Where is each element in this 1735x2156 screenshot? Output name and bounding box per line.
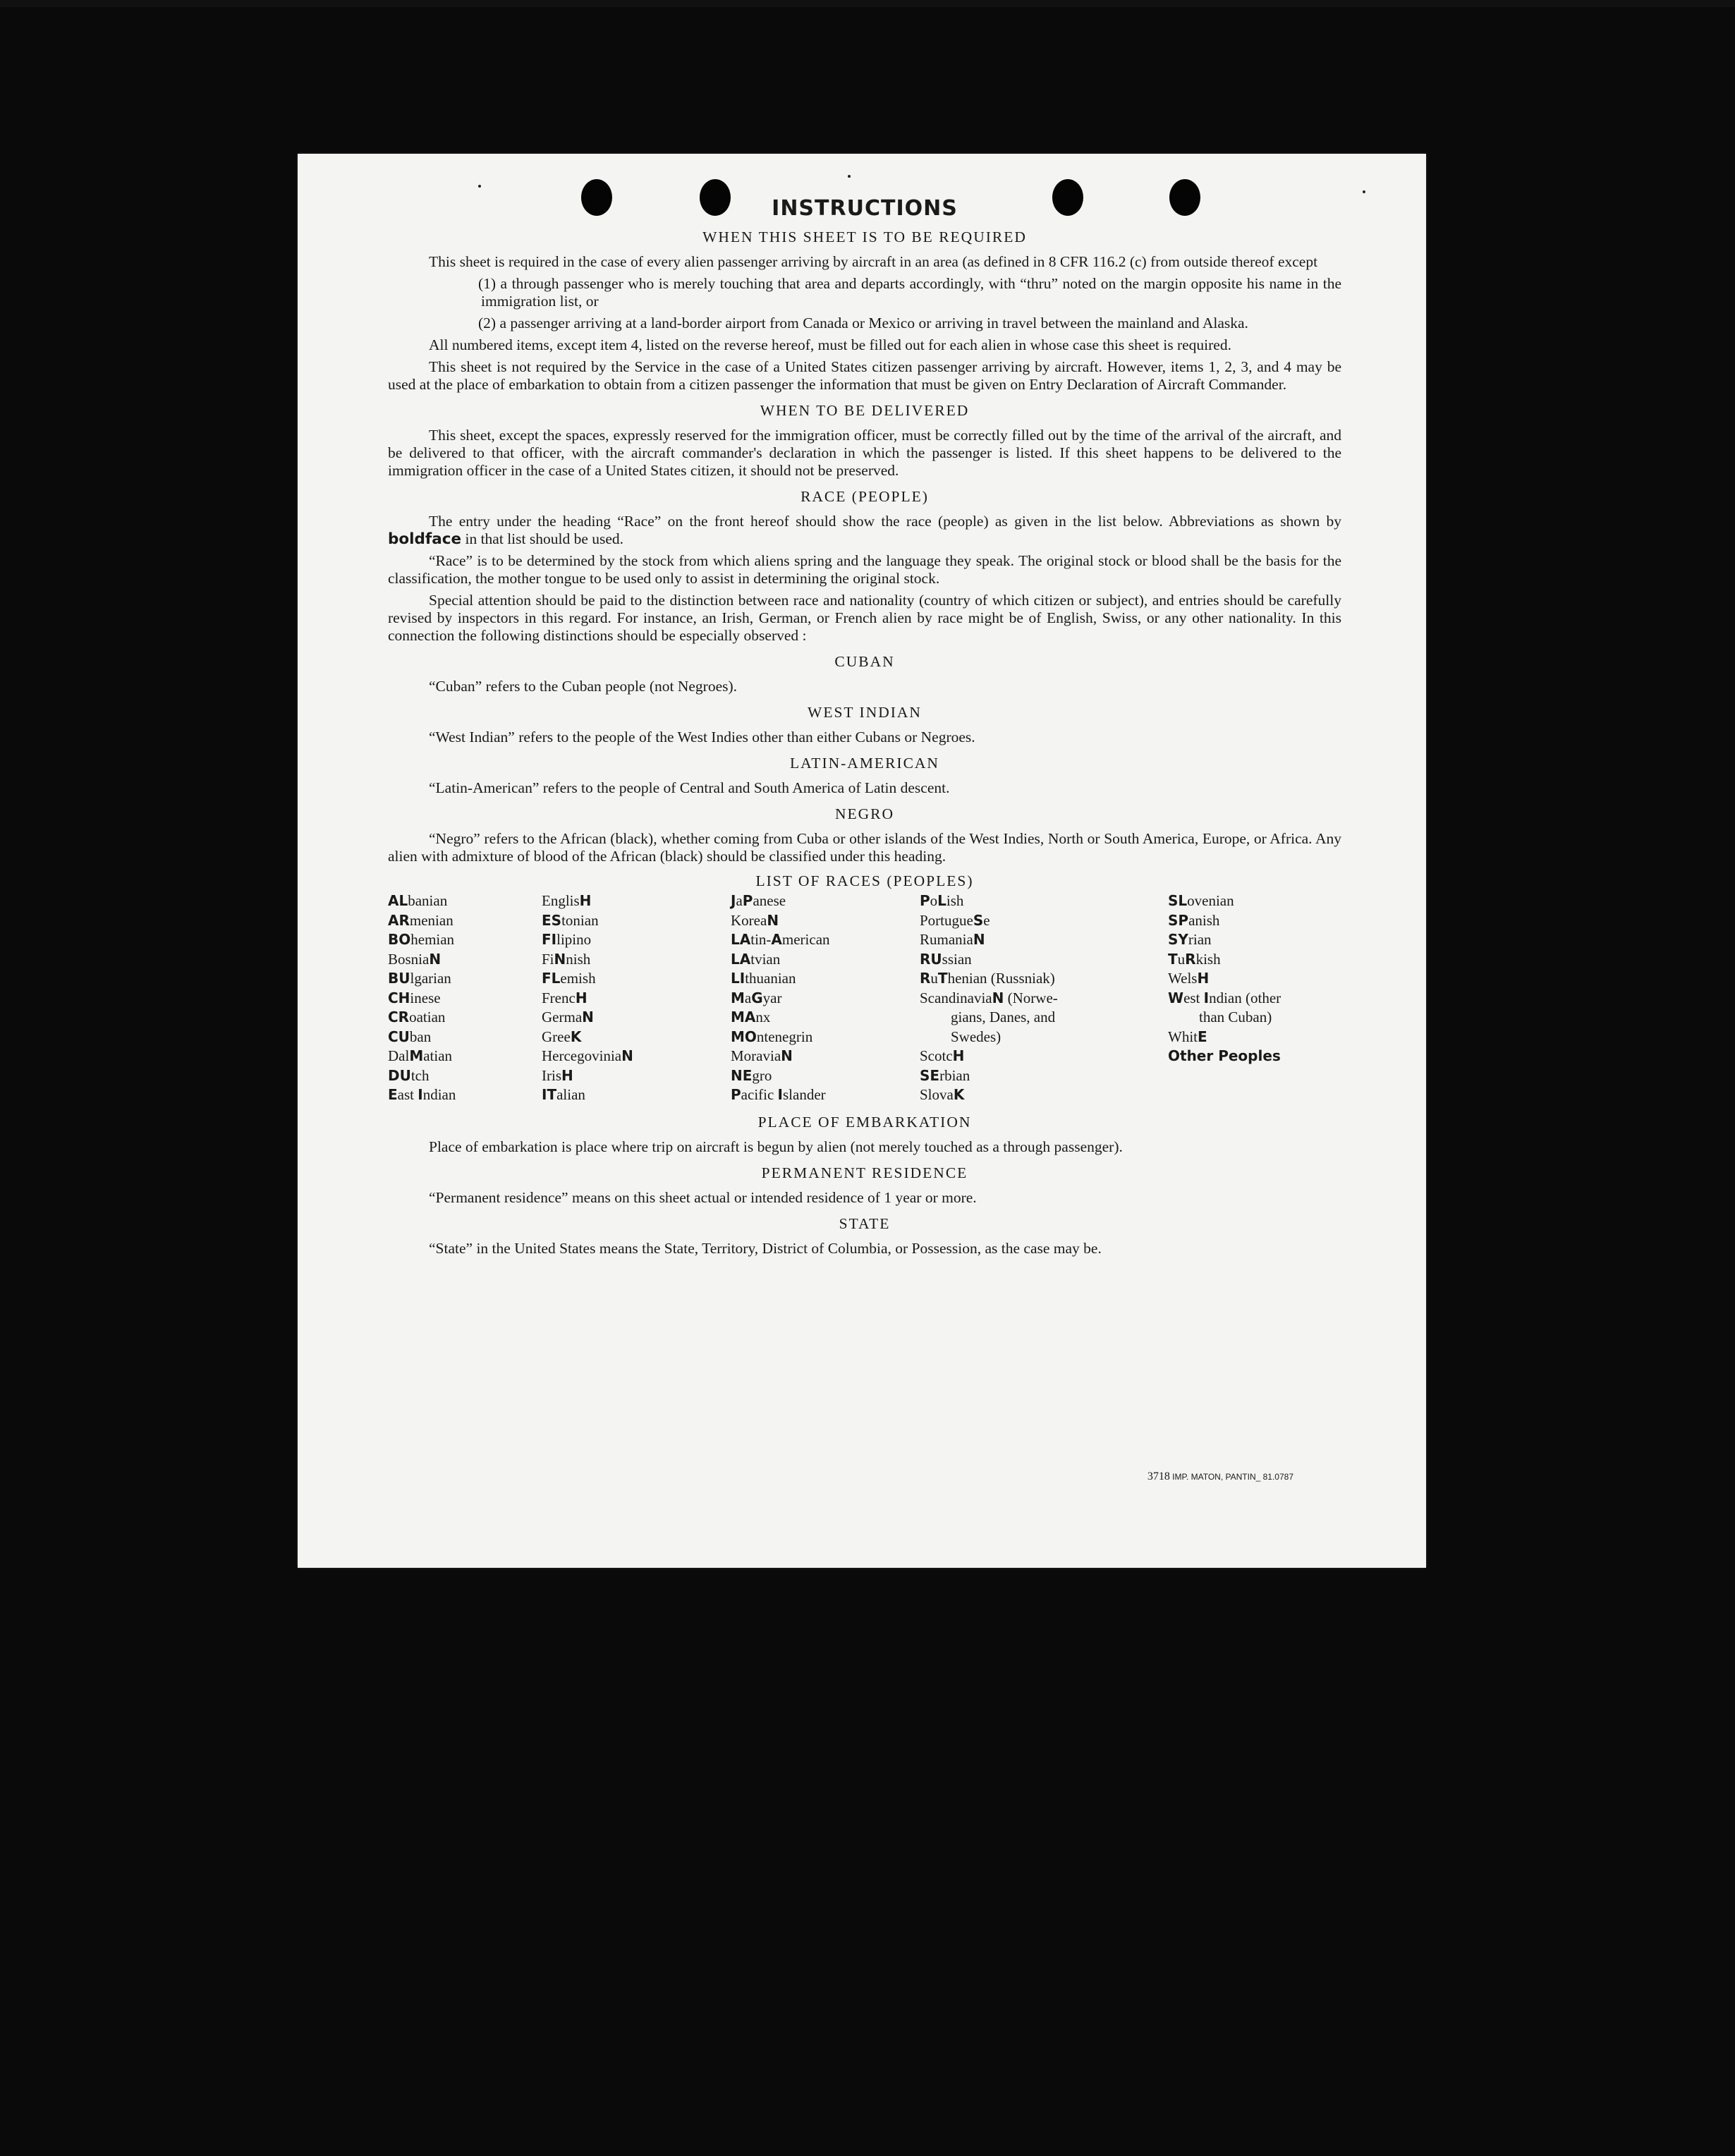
race-text: banian xyxy=(408,892,448,909)
paragraph: Place of embarkation is place where trip on aircraft is begun by alien (not merely touched as a through passenger). xyxy=(429,1138,1123,1155)
race-text: a xyxy=(744,989,752,1006)
race-entry xyxy=(388,911,542,931)
race-abbreviation: SP xyxy=(1168,911,1189,929)
section-heading: LATIN-AMERICAN xyxy=(790,755,939,772)
section-heading: PLACE OF EMBARKATION xyxy=(757,1113,972,1131)
races-column xyxy=(542,891,731,1105)
paragraph: “West Indian” refers to the people of the West Indies other than either Cubans or Negroes. xyxy=(429,729,975,745)
race-abbreviation: E xyxy=(388,1086,398,1103)
section-heading: LIST OF RACES (PEOPLES) xyxy=(755,872,974,889)
race-abbreviation: MA xyxy=(731,1009,756,1025)
race-entry xyxy=(920,911,1168,931)
race-entry xyxy=(920,969,1168,989)
race-text: alian xyxy=(556,1086,585,1103)
paragraph: “Negro” refers to the African (black), whether coming from Cuba or other islands of the West Indies, North or South America, Europe, or Africa. Any alien with admixture of blood of the African (black) should be classified under this heading. xyxy=(388,830,1341,865)
race-text: lgarian xyxy=(410,970,451,987)
race-abbreviation: W xyxy=(1168,989,1184,1006)
race-abbreviation: MO xyxy=(731,1028,757,1045)
section-heading: WHEN TO BE DELIVERED xyxy=(760,402,970,419)
race-text: tvian xyxy=(750,950,781,968)
race-abbreviation: FL xyxy=(542,970,561,987)
paragraph: “Permanent residence” means on this sheet actual or intended residence of 1 year or more. xyxy=(429,1188,977,1206)
race-text: Korea xyxy=(731,911,767,929)
race-text: Whit xyxy=(1168,1028,1198,1045)
paragraph xyxy=(388,513,1341,548)
race-entry xyxy=(542,989,731,1009)
race-entry xyxy=(542,891,731,911)
race-abbreviation: M xyxy=(409,1047,424,1064)
race-text: than Cuban) xyxy=(1199,1009,1272,1025)
race-text: menian xyxy=(409,911,453,929)
race-text: u xyxy=(1177,950,1186,968)
race-abbreviation: N xyxy=(767,911,779,929)
race-text: emish xyxy=(560,970,596,987)
race-text: nx xyxy=(755,1009,771,1025)
race-abbreviation: N xyxy=(582,1009,594,1025)
paragraph: This sheet, except the spaces, expressly reserved for the immigration officer, must be correctly filled out by the time of the arrival of the aircraft, and be delivered to that officer, with the aircraft commander's declaration in which the passenger is listed. If this sheet happens to be delivered to the immigration officer in the case of a United States citizen, it should not be preserved. xyxy=(388,427,1341,479)
race-abbreviation: Other Peoples xyxy=(1168,1047,1281,1064)
race-abbreviation: P xyxy=(920,892,930,909)
race-text: merican xyxy=(781,931,830,948)
race-text: gians, Danes, and xyxy=(951,1009,1056,1025)
race-abbreviation: K xyxy=(953,1086,965,1103)
paragraph-text: in that list should be used. xyxy=(465,530,624,547)
race-abbreviation: N xyxy=(429,950,442,968)
race-entry xyxy=(920,1028,1168,1047)
race-entry xyxy=(920,950,1168,970)
race-text: ndian xyxy=(422,1086,456,1103)
race-abbreviation: ES xyxy=(542,911,562,929)
exception-item: (1) a through passenger who is merely touching that area and departs accordingly, with “thru” noted on the margin opposite his name in the immigration list, or xyxy=(478,275,1341,310)
race-entry xyxy=(731,1047,920,1066)
race-text: hemian xyxy=(410,931,455,948)
race-abbreviation: P xyxy=(742,892,753,909)
race-abbreviation: R xyxy=(920,970,931,987)
race-entry xyxy=(920,930,1168,950)
race-entry xyxy=(920,1008,1168,1028)
race-text: kish xyxy=(1195,950,1221,968)
race-abbreviation: RU xyxy=(920,950,942,968)
race-text: Hercegovinia xyxy=(542,1047,622,1064)
race-entry xyxy=(388,1066,542,1086)
race-text: ndian (other xyxy=(1209,989,1282,1006)
race-text: ntenegrin xyxy=(756,1028,813,1045)
race-abbreviation: SE xyxy=(920,1066,940,1084)
race-entry xyxy=(1168,969,1341,989)
race-abbreviation: N xyxy=(781,1047,793,1064)
race-abbreviation: LA xyxy=(731,950,751,968)
race-text: tonian xyxy=(561,911,599,929)
race-text: nish xyxy=(566,950,591,968)
race-entry xyxy=(920,891,1168,911)
race-entry xyxy=(731,1066,920,1086)
race-text: henian (Russniak) xyxy=(947,970,1055,987)
race-entry xyxy=(542,950,731,970)
race-abbreviation: P xyxy=(731,1086,741,1103)
race-entry xyxy=(388,1085,542,1105)
race-text: slander xyxy=(783,1086,826,1103)
race-entry xyxy=(1168,891,1341,911)
race-text: Slova xyxy=(920,1086,954,1103)
document-sheet xyxy=(298,154,1426,1568)
race-entry xyxy=(731,989,920,1009)
race-text: Moravia xyxy=(731,1047,781,1064)
race-entry xyxy=(542,1047,731,1066)
race-abbreviation: DU xyxy=(388,1066,411,1084)
race-entry xyxy=(920,1085,1168,1105)
race-entry xyxy=(388,930,542,950)
race-abbreviation: CR xyxy=(388,1009,410,1025)
race-abbreviation: H xyxy=(575,989,588,1006)
race-text: est xyxy=(1183,989,1204,1006)
race-entry xyxy=(1168,930,1341,950)
paragraph: “Race” is to be determined by the stock from which aliens spring and the language they speak. The original stock or blood shall be the basis for the classification, the mother tongue to be used only to assist in determining the original stock. xyxy=(388,552,1341,587)
race-abbreviation: I xyxy=(418,1086,423,1103)
race-abbreviation: S xyxy=(973,911,984,929)
race-text: rbian xyxy=(939,1066,970,1084)
race-abbreviation: J xyxy=(731,892,736,909)
paragraph-text: The entry under the heading “Race” on the front hereof should show the race (people) as given in the list below. Abbreviations as shown by xyxy=(429,513,1341,530)
races-list xyxy=(388,891,1341,1105)
speck xyxy=(478,185,481,188)
race-text: inese xyxy=(410,989,441,1006)
race-text: tin- xyxy=(750,931,772,948)
race-text: ban xyxy=(409,1028,432,1045)
races-column xyxy=(1168,891,1341,1105)
races-column xyxy=(731,891,920,1105)
boldface-word: boldface xyxy=(388,530,462,548)
race-entry xyxy=(920,989,1168,1009)
race-text: thuanian xyxy=(745,970,796,987)
race-text: rian xyxy=(1188,931,1212,948)
race-text: Englis xyxy=(542,892,580,909)
race-text: anish xyxy=(1188,911,1220,929)
race-abbreviation: E xyxy=(1198,1028,1207,1045)
paragraph: “Latin-American” refers to the people of Central and South America of Latin descent. xyxy=(429,779,950,796)
race-abbreviation: I xyxy=(777,1086,783,1103)
race-text: Germa xyxy=(542,1009,583,1025)
race-abbreviation: AL xyxy=(388,892,408,909)
race-entry xyxy=(920,1047,1168,1066)
race-abbreviation: A xyxy=(771,931,782,948)
race-entry xyxy=(388,989,542,1009)
film-edge xyxy=(0,0,1735,7)
race-abbreviation: FI xyxy=(542,931,557,948)
race-text: ast xyxy=(397,1086,418,1103)
race-abbreviation: BU xyxy=(388,970,410,987)
race-text: ovenian xyxy=(1187,892,1234,909)
exception-item: (2) a passenger arriving at a land-border airport from Canada or Mexico or arriving in travel between the mainland and Alaska. xyxy=(478,315,1248,331)
race-entry xyxy=(1168,1028,1341,1047)
race-abbreviation: SY xyxy=(1168,931,1188,948)
race-abbreviation: CU xyxy=(388,1028,410,1045)
paragraph: This sheet is not required by the Service in the case of a United States citizen passenger arriving by aircraft. However, items 1, 2, 3, and 4 may be used at the place of embarkation to obtain from a citizen passenger the information that must be given on Entry Declaration of Aircraft Commander. xyxy=(388,358,1341,393)
paragraph: All numbered items, except item 4, listed on the reverse hereof, must be filled out for each alien in whose case this sheet is required. xyxy=(429,336,1231,353)
race-text: o xyxy=(930,892,938,909)
race-entry xyxy=(731,1085,920,1105)
form-number: 3718 xyxy=(1147,1470,1170,1482)
race-abbreviation: N xyxy=(992,989,1004,1006)
race-text: Wels xyxy=(1168,970,1198,987)
form-code xyxy=(1147,1470,1293,1483)
race-entry xyxy=(731,950,920,970)
race-entry xyxy=(731,911,920,931)
race-text: Portugue xyxy=(920,911,973,929)
race-abbreviation: I xyxy=(1203,989,1210,1006)
race-entry xyxy=(731,969,920,989)
race-text: Fi xyxy=(542,950,554,968)
paragraph: “Cuban” refers to the Cuban people (not Negroes). xyxy=(429,678,738,695)
race-text: oatian xyxy=(409,1009,446,1025)
race-entry xyxy=(388,969,542,989)
page-title: INSTRUCTIONS xyxy=(772,196,958,221)
section-heading: WHEN THIS SHEET IS TO BE REQUIRED xyxy=(702,229,1027,245)
race-text: Scotc xyxy=(920,1047,953,1064)
race-text: e xyxy=(983,911,990,929)
race-abbreviation: CH xyxy=(388,989,410,1006)
race-text: Gree xyxy=(542,1028,571,1045)
race-entry xyxy=(388,1008,542,1028)
race-text: Dal xyxy=(388,1047,410,1064)
race-entry xyxy=(542,1028,731,1047)
race-entry xyxy=(920,1066,1168,1086)
race-entry xyxy=(388,1047,542,1066)
race-entry xyxy=(542,911,731,931)
race-abbreviation: BO xyxy=(388,931,411,948)
section-heading: WEST INDIAN xyxy=(808,704,922,721)
race-text: tch xyxy=(410,1066,430,1084)
race-abbreviation: N xyxy=(554,950,566,968)
race-abbreviation: H xyxy=(579,892,592,909)
race-entry xyxy=(542,1008,731,1028)
race-abbreviation: K xyxy=(570,1028,582,1045)
speck xyxy=(1363,190,1365,193)
race-text: ish xyxy=(946,892,964,909)
race-text: anese xyxy=(753,892,786,909)
section-heading: NEGRO xyxy=(834,805,895,822)
race-entry xyxy=(542,930,731,950)
race-text: yar xyxy=(762,989,782,1006)
race-abbreviation: N xyxy=(973,931,985,948)
race-abbreviation: IT xyxy=(542,1086,557,1103)
race-text: Bosnia xyxy=(388,950,430,968)
race-entry xyxy=(542,969,731,989)
race-abbreviation: M xyxy=(731,989,745,1006)
race-text: acific xyxy=(741,1086,778,1103)
race-abbreviation: T xyxy=(1168,950,1178,968)
race-entry xyxy=(388,1028,542,1047)
race-abbreviation: N xyxy=(621,1047,633,1064)
race-abbreviation: H xyxy=(561,1066,573,1084)
race-abbreviation: R xyxy=(1185,950,1196,968)
race-text: a xyxy=(736,892,743,909)
paragraph: This sheet is required in the case of every alien passenger arriving by aircraft in an area (as defined in 8 CFR 116.2 (c) from outside thereof except xyxy=(429,253,1318,270)
paragraph: Special attention should be paid to the distinction between race and nationality (country of which citizen or subject), and entries should be carefully revised by inspectors in this regard. For instance, an Irish, German, or French alien by race might be of English, Swiss, or any other nationality. In this connection the following distinctions should be especially observed : xyxy=(388,592,1341,644)
race-entry xyxy=(388,891,542,911)
race-abbreviation: H xyxy=(1197,970,1210,987)
race-entry xyxy=(731,891,920,911)
race-abbreviation: SL xyxy=(1168,892,1188,909)
section-heading: PERMANENT RESIDENCE xyxy=(761,1164,968,1181)
race-abbreviation: NE xyxy=(731,1066,753,1084)
section-heading: RACE (PEOPLE) xyxy=(800,488,929,505)
section-heading: STATE xyxy=(839,1214,891,1232)
race-text: (Norwe- xyxy=(1004,989,1058,1006)
race-entry xyxy=(1168,1008,1341,1028)
race-text: u xyxy=(930,970,938,987)
race-text: Scandinavia xyxy=(920,989,992,1006)
section-heading: CUBAN xyxy=(834,653,895,670)
printer-mark: IMP. MATON, PANTIN_ 81.0787 xyxy=(1172,1472,1293,1482)
race-text: ssian xyxy=(942,950,972,968)
race-abbreviation: T xyxy=(937,970,948,987)
race-entry xyxy=(542,1066,731,1086)
races-column xyxy=(920,891,1168,1105)
race-text: atian xyxy=(423,1047,453,1064)
races-column xyxy=(388,891,542,1105)
race-abbreviation: AR xyxy=(388,911,410,929)
race-abbreviation: G xyxy=(751,989,763,1006)
race-text: gro xyxy=(752,1066,772,1084)
race-abbreviation: L xyxy=(937,892,946,909)
race-abbreviation: LI xyxy=(731,970,745,987)
paragraph: “State” in the United States means the State, Territory, District of Columbia, or Possession, as the case may be. xyxy=(429,1239,1102,1257)
race-text: Iris xyxy=(542,1066,561,1084)
race-entry xyxy=(731,1028,920,1047)
instructions-content xyxy=(388,197,1341,1262)
race-entry xyxy=(731,930,920,950)
race-entry xyxy=(1168,911,1341,931)
race-entry xyxy=(1168,950,1341,970)
race-text: Rumania xyxy=(920,931,973,948)
race-entry xyxy=(388,950,542,970)
race-abbreviation: LA xyxy=(731,931,751,948)
race-text: lipino xyxy=(556,931,592,948)
speck xyxy=(848,175,851,178)
race-entry xyxy=(542,1085,731,1105)
race-entry xyxy=(1168,989,1341,1009)
race-text: Swedes) xyxy=(951,1028,1002,1045)
race-abbreviation: H xyxy=(952,1047,965,1064)
race-entry xyxy=(731,1008,920,1028)
race-entry xyxy=(1168,1047,1341,1066)
race-text: Frenc xyxy=(542,989,576,1006)
